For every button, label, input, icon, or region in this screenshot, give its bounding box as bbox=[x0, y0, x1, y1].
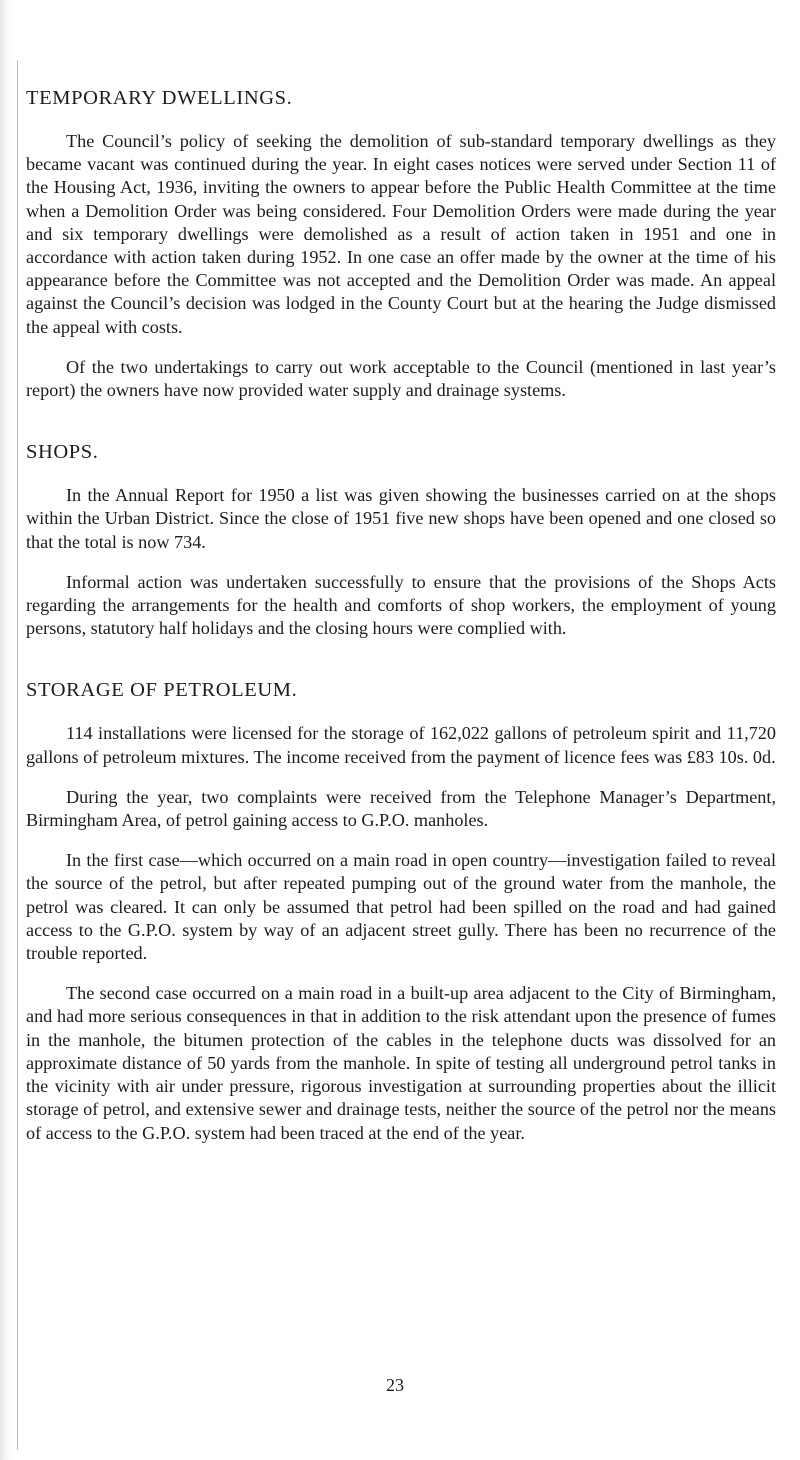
paragraph: Informal action was undertaken successfully to ensure that the provisions of the Shops Acts regarding the arrangements for the health and comforts of shop workers, the employment of young persons, statutory half holidays and the closing hours were complied with. bbox=[26, 571, 776, 639]
paragraph: In the Annual Report for 1950 a list was given showing the businesses carried on at the shops within the Urban District. Since the close of 1951 five new shops have been opened and one closed so that the total is now 734. bbox=[26, 485, 776, 552]
binding-line bbox=[17, 60, 18, 1450]
section-shops bbox=[26, 440, 776, 640]
page-number: 23 bbox=[386, 1375, 404, 1395]
paragraph: The second case occurred on a main road in a built-up area adjacent to the City of Birmingham, and had more serious consequences in that in addition to the risk attendant upon the presence of fumes in the manhole, the bitumen protection of the cables in the telephone ducts was dissolved for an approximate distance of 50 yards from the manhole. In spite of testing all underground petrol tanks in the vicinity with air under pressure, rigorous investigation at surrounding properties about the illicit storage of petrol, and extensive sewer and drainage tests, neither the source of the petrol nor the means of access to the G.P.O. system had been traced at the end of the year. bbox=[26, 983, 776, 1143]
paragraph: 114 installations were licensed for the storage of 162,022 gallons of petroleum spirit and 11,720 gallons of petroleum mixtures. The income received from the payment of licence fees was £83 10s. 0d. bbox=[26, 723, 776, 767]
page-gutter-shadow bbox=[0, 0, 22, 1460]
section-heading: TEMPORARY DWELLINGS. bbox=[26, 87, 293, 109]
section-temporary-dwellings bbox=[26, 86, 776, 402]
paragraph: Of the two undertakings to carry out work acceptable to the Council (mentioned in last year’s report) the owners have now provided water supply and drainage systems. bbox=[26, 356, 776, 401]
section-heading: SHOPS. bbox=[26, 441, 99, 464]
paragraph: In the first case—which occurred on a main road in open country—investigation failed to reveal the source of the petrol, but after repeated pumping out of the ground water from the manhole, the petrol was cleared. It can only be assumed that petrol had been spilled on the road and had gained access to the G.P.O. system by way of an adjacent street gully. There has been no recurrence of the trouble reported. bbox=[26, 850, 776, 964]
section-heading: STORAGE OF PETROLEUM. bbox=[26, 679, 298, 702]
section-storage-of-petroleum bbox=[26, 678, 776, 1144]
paragraph: During the year, two complaints were received from the Telephone Manager’s Department, Birmingham Area, of petrol gaining access to G.P.O. manholes. bbox=[26, 786, 776, 831]
document-page bbox=[26, 86, 776, 1145]
paragraph: The Council’s policy of seeking the demolition of sub-standard temporary dwellings as they became vacant was continued during the year. In eight cases notices were served under Section 11 of the Housing Act, 1936, inviting the owners to appear before the Public Health Committee at the time when a Demolition Order was being considered. Four Demolition Orders were made during the year and six temporary dwellings were demolished as a result of action taken in 1951 and one in accordance with action taken during 1952. In one case an offer made by the owner at the time of his appearance before the Committee was not accepted and the Demolition Order was made. An appeal against the Council’s decision was lodged in the County Court but at the hearing the Judge dismissed the appeal with costs. bbox=[26, 131, 776, 337]
